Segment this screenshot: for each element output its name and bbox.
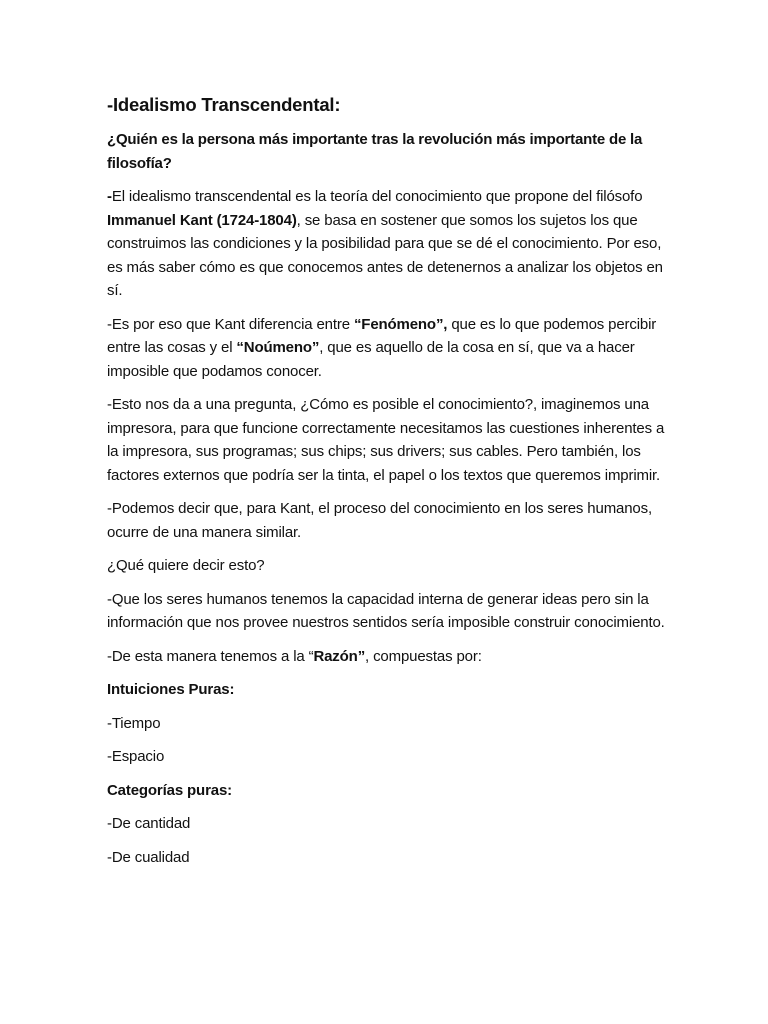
paragraph-fenomeno-noumeno: [107, 313, 667, 384]
paragraph-idealism-definition: [107, 185, 667, 303]
heading-categorias-puras: Categorías puras:: [107, 781, 232, 799]
paragraph-question: ¿Qué quiere decir esto?: [107, 557, 265, 574]
bold-kant-name: Immanuel Kant (1724-1804): [107, 211, 297, 229]
bold-razon: Razón”: [313, 647, 366, 665]
bold-noumeno: “Noúmeno”: [236, 339, 320, 356]
paragraph-kant-process: -Podemos decir que, para Kant, el proceso del conocimiento en los seres humanos, ocurre de una manera similar.: [107, 500, 652, 541]
text-segment: , se basa en sostener que somos los sujetos los que construimos las condiciones y la posibilidad para que se dé el conocimiento. Por eso, es más saber cómo es que conocemos antes de detenernos a analizar los objetos en sí.: [107, 211, 663, 299]
dash-marker: -: [107, 188, 112, 205]
intro-question: ¿Quién es la persona más importante tras la revolución más importante de la filosofía?: [107, 131, 643, 172]
document-page: [107, 92, 667, 879]
text-segment: , que es aquello de la cosa en sí, que va a hacer imposible que podamos conocer.: [107, 339, 635, 380]
list-item-espacio: -Espacio: [107, 748, 165, 765]
document-title: -Idealismo Transcendental:: [107, 94, 341, 115]
text-segment: que es lo que podemos percibir entre las cosas y el: [107, 315, 657, 356]
paragraph-printer-analogy: -Esto nos da a una pregunta, ¿Cómo es posible el conocimiento?, imaginemos una impresora, para que funcione correctamente necesitamos las cuestiones inherentes a la impresora, sus programas; sus chips; sus drivers; sus cables. Pero también, los factores externos que podría ser la tinta, el papel o los textos que queremos imprimir.: [107, 396, 665, 484]
heading-intuiciones-puras: Intuiciones Puras:: [107, 681, 235, 698]
list-item-cualidad: -De cualidad: [107, 848, 190, 866]
bold-fenomeno: “Fenómeno”,: [353, 315, 448, 333]
list-item-tiempo: -Tiempo: [107, 714, 161, 732]
paragraph-internal-capacity: -Que los seres humanos tenemos la capacidad interna de generar ideas pero sin la información que nos provee nuestros sentidos sería imposible construir conocimiento.: [107, 590, 665, 631]
text-segment: , compuestas por:: [365, 647, 482, 665]
list-item-cantidad: -De cantidad: [107, 815, 191, 832]
paragraph-razon: [107, 645, 667, 669]
text-segment: El idealismo transcendental es la teoría del conocimiento que propone del filósofo: [111, 188, 643, 205]
text-segment: -Es por eso que Kant diferencia entre: [107, 315, 354, 333]
text-segment: -De esta manera tenemos a la “: [107, 647, 314, 665]
